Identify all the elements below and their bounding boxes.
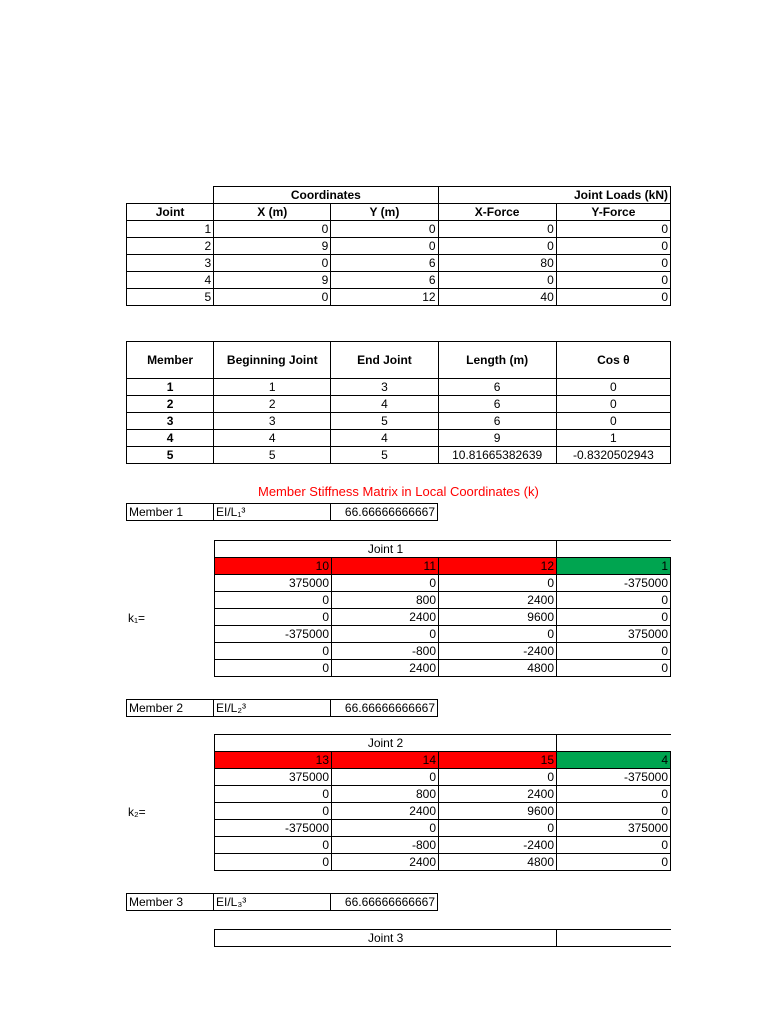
col-header-y-force: Y-Force bbox=[556, 204, 670, 221]
member-label: Member 3 bbox=[127, 894, 214, 911]
coordinates-group-header: Coordinates bbox=[214, 187, 438, 204]
ei-label: EI/L₂³ bbox=[214, 700, 331, 717]
ei-label: EI/L₁³ bbox=[214, 504, 331, 521]
table-row: 375000 0 0 -375000 bbox=[215, 769, 671, 786]
table-row: 0 2400 9600 0 bbox=[215, 609, 671, 626]
table-row: 3 3 5 6 0 bbox=[127, 413, 671, 430]
table-row: 5 5 5 10.81665382639 -0.8320502943 bbox=[127, 447, 671, 464]
member-1-ei-table bbox=[126, 503, 438, 521]
member-2-stiffness-matrix bbox=[214, 734, 671, 871]
col-header-end-joint: End Joint bbox=[331, 342, 438, 379]
member-3-ei-table bbox=[126, 893, 438, 911]
table-row: 0 -800 -2400 0 bbox=[215, 837, 671, 854]
table-row: 0 800 2400 0 bbox=[215, 786, 671, 803]
col-header-member: Member bbox=[127, 342, 214, 379]
col-header-x-force: X-Force bbox=[438, 204, 556, 221]
joints-table bbox=[126, 186, 671, 306]
joint-header: Joint 1 bbox=[215, 541, 557, 558]
table-row: 2 9 0 0 0 bbox=[127, 238, 671, 255]
col-header-y: Y (m) bbox=[331, 204, 438, 221]
ei-value: 66.66666666667 bbox=[331, 700, 438, 717]
table-row: 1 1 3 6 0 bbox=[127, 379, 671, 396]
col-header-cos: Cos θ bbox=[556, 342, 670, 379]
section-title: Member Stiffness Matrix in Local Coordinates (k) bbox=[258, 484, 539, 499]
table-row: 375000 0 0 -375000 bbox=[215, 575, 671, 592]
table-row: 0 2400 4800 0 bbox=[215, 660, 671, 677]
table-row: 2 2 4 6 0 bbox=[127, 396, 671, 413]
joint-header: Joint 3 bbox=[215, 930, 557, 947]
k1-label: k₁= bbox=[128, 611, 146, 625]
member-label: Member 2 bbox=[127, 700, 214, 717]
table-row: 0 2400 9600 0 bbox=[215, 803, 671, 820]
member-3-stiffness-matrix bbox=[214, 929, 671, 947]
ei-value: 66.66666666667 bbox=[331, 504, 438, 521]
dof-row: 10 11 12 1 bbox=[215, 558, 671, 575]
table-row: -375000 0 0 375000 bbox=[215, 820, 671, 837]
table-row: 0 800 2400 0 bbox=[215, 592, 671, 609]
joint-loads-group-header: Joint Loads (kN) bbox=[438, 187, 670, 204]
table-row: 0 2400 4800 0 bbox=[215, 854, 671, 871]
table-row: 5 0 12 40 0 bbox=[127, 289, 671, 306]
col-header-beginning-joint: Beginning Joint bbox=[214, 342, 331, 379]
table-row: 0 -800 -2400 0 bbox=[215, 643, 671, 660]
ei-label: EI/L₃³ bbox=[214, 894, 331, 911]
table-row: 4 4 4 9 1 bbox=[127, 430, 671, 447]
table-row: 4 9 6 0 0 bbox=[127, 272, 671, 289]
joint-header: Joint 2 bbox=[215, 735, 557, 752]
member-2-ei-table bbox=[126, 699, 438, 717]
k2-label: k₂= bbox=[128, 805, 146, 819]
ei-value: 66.66666666667 bbox=[331, 894, 438, 911]
table-row: 1 0 0 0 0 bbox=[127, 221, 671, 238]
member-1-stiffness-matrix bbox=[214, 540, 671, 677]
table-row: 3 0 6 80 0 bbox=[127, 255, 671, 272]
member-label: Member 1 bbox=[127, 504, 214, 521]
members-table bbox=[126, 341, 671, 464]
col-header-length: Length (m) bbox=[438, 342, 556, 379]
col-header-x: X (m) bbox=[214, 204, 331, 221]
dof-row: 13 14 15 4 bbox=[215, 752, 671, 769]
col-header-joint: Joint bbox=[127, 204, 214, 221]
table-row: -375000 0 0 375000 bbox=[215, 626, 671, 643]
